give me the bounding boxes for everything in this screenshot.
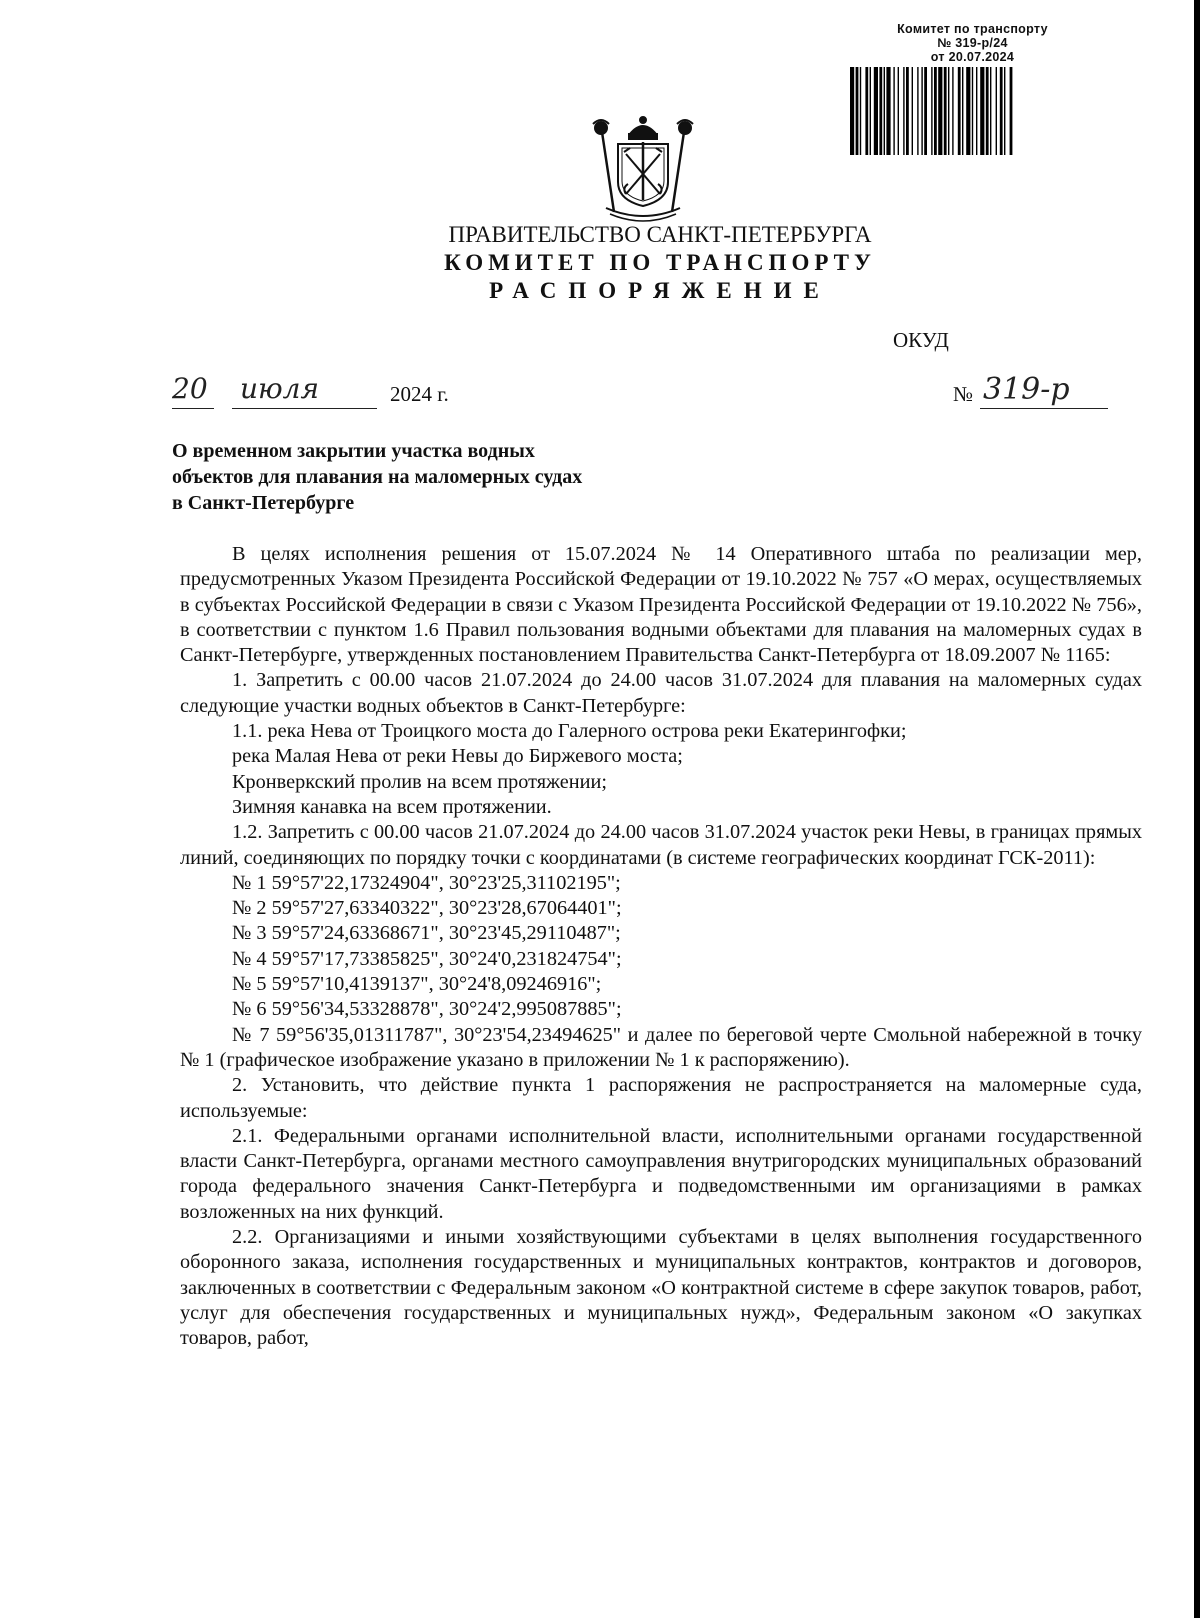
barcode-bar xyxy=(884,67,885,155)
body-paragraph: река Малая Нева от реки Невы до Биржевого моста; xyxy=(232,745,683,768)
coordinate-line: № 2 59°57'27,63340322", 30°23'28,67064401"; xyxy=(232,897,622,920)
barcode-bar xyxy=(850,67,854,155)
stamp-org: Комитет по транспорту xyxy=(897,22,1048,36)
title-line: О временном закрытии участка водных xyxy=(172,440,535,462)
body-paragraph: 1.2. Запретить с 00.00 часов 21.07.2024 до 24.00 часов 31.07.2024 участок реки Невы, в границах прямых линий, соединяющих по порядку точки с координатами (в системе географических координат ГСК-2011): xyxy=(180,821,1142,869)
title-line: объектов для плавания на маломерных судах xyxy=(172,466,583,488)
stamp-date: от 20.07.2024 xyxy=(930,50,1015,64)
number-sign: № xyxy=(953,382,974,406)
barcode-bar xyxy=(944,67,947,155)
barcode-bar xyxy=(986,67,989,155)
barcode-bar xyxy=(860,67,861,155)
scan-edge-bar xyxy=(1194,0,1200,1618)
body-paragraph: Зимняя канавка на всем протяжении. xyxy=(232,795,552,818)
body-paragraph: 2.2. Организациями и иными хозяйствующими субъектами в целях выполнения государственного оборонного заказа, исполнения государственных и муниципальных контрактов, контрактов и договоров, заключенных в соответствии с Федеральным законом «О контрактной системе в сфере закупок товаров, работ, услуг для обеспечения государственных и муниципальных нужд», Федеральным законом «О закупках товаров, работ, xyxy=(180,1226,1142,1350)
document-body xyxy=(180,542,1142,1352)
barcode-bar xyxy=(898,67,899,155)
barcode-bar xyxy=(931,67,932,155)
body-paragraph: В целях исполнения решения от 15.07.2024 № 14 Оперативного штаба по реализации мер, предусмотренных Указом Президента Российской Федерации от 19.10.2022 № 757 «О мерах, осуществляемых в субъектах Российской Федерации в связи с Указом Президента Российской Федерации от 19.10.2022 № 756», в соответствии с пунктом 1.6 Правил пользования водными объектами для плавания на маломерных судах в Санкт-Петербурге, утвержденных постановлением Правительства Санкт-Петербурга от 18.09.2007 № 1165: xyxy=(180,543,1142,667)
coordinate-line: № 4 59°57'17,73385825", 30°24'0,231824754"; xyxy=(232,947,622,970)
doc-type-heading: РАСПОРЯЖЕНИЕ xyxy=(489,278,831,303)
title-line: в Санкт-Петербурге xyxy=(172,492,355,514)
body-paragraph: 2. Установить, что действие пункта 1 распоряжения не распространяется на маломерные суда, используемые: xyxy=(180,1074,1142,1122)
date-day-handwritten: 20 xyxy=(172,372,208,405)
barcode-bar xyxy=(990,67,991,155)
barcode-bar xyxy=(948,67,949,155)
date-day-underline xyxy=(172,408,214,409)
barcode-bar xyxy=(958,67,961,155)
barcode-bar xyxy=(1004,67,1005,155)
barcode-bar xyxy=(934,67,937,155)
barcode-bar xyxy=(865,67,868,155)
barcode-bar xyxy=(1010,67,1013,155)
barcode-bar xyxy=(938,67,942,155)
barcode-bar xyxy=(980,67,984,155)
barcode-bar xyxy=(1000,67,1003,155)
coordinate-line: № 1 59°57'22,17324904", 30°23'25,31102195"; xyxy=(232,871,621,894)
coordinate-line: № 3 59°57'24,63368671", 30°23'45,29110487"; xyxy=(232,922,621,945)
barcode-bar xyxy=(903,67,904,155)
date-month-underline xyxy=(232,408,377,409)
barcode-bar xyxy=(976,67,977,155)
government-heading: ПРАВИТЕЛЬСТВО САНКТ-ПЕТЕРБУРГА xyxy=(448,222,872,247)
coordinate-line: № 6 59°56'34,53328878", 30°24'2,995087885"; xyxy=(232,998,622,1021)
body-paragraph: № 7 59°56'35,01311787", 30°23'54,23494625" и далее по береговой черте Смольной набережной в точку № 1 (графическое изображение указано в приложении № 1 к распоряжению). xyxy=(180,1023,1142,1071)
document-number xyxy=(953,372,1113,412)
date-month-handwritten: июля xyxy=(240,372,320,405)
barcode-bar xyxy=(906,67,909,155)
barcode-bar xyxy=(886,67,890,155)
barcode-bar xyxy=(917,67,918,155)
barcode-bar xyxy=(912,67,913,155)
barcode-bar xyxy=(952,67,953,155)
barcode-bar xyxy=(856,67,859,155)
coat-of-arms-icon xyxy=(588,112,698,222)
barcode-bar xyxy=(921,67,922,155)
number-handwritten: 319-р xyxy=(983,372,1070,407)
stamp-number: № 319-р/24 xyxy=(937,36,1008,50)
barcode-bar xyxy=(870,67,871,155)
date-year: 2024 г. xyxy=(390,382,449,406)
barcode-bar xyxy=(972,67,973,155)
coordinate-line: № 5 59°57'10,4139137", 30°24'8,09246916"; xyxy=(232,973,602,996)
number-underline xyxy=(980,408,1108,409)
barcode-bar xyxy=(879,67,882,155)
barcode-bar xyxy=(996,67,997,155)
body-paragraph: 1.1. река Нева от Троицкого моста до Галерного острова реки Екатерингофки; xyxy=(232,720,907,743)
barcode-icon xyxy=(850,67,1093,155)
body-paragraph: 2.1. Федеральными органами исполнительной власти, исполнительными органами государственной власти Санкт-Петербурга, органами местного самоуправления внутригородских муниципальных образований города федерального значения Санкт-Петербурга и подведомственными им организациями в рамках возложенных на них функций. xyxy=(180,1124,1142,1223)
document-title xyxy=(172,438,692,516)
body-paragraph: 1. Запретить с 00.00 часов 21.07.2024 до 24.00 часов 31.07.2024 для плавания на маломерных судах следующие участки водных объектов в Санкт-Петербурге: xyxy=(180,669,1142,717)
okud-label: ОКУД xyxy=(893,328,949,352)
committee-heading: КОМИТЕТ ПО ТРАНСПОРТУ xyxy=(444,250,876,275)
barcode-bar xyxy=(893,67,894,155)
barcode-bar xyxy=(962,67,963,155)
barcode-bar xyxy=(924,67,927,155)
body-paragraph: Кронверкский пролив на всем протяжении; xyxy=(232,770,608,793)
registration-stamp xyxy=(850,22,1095,160)
barcode-bar xyxy=(874,67,878,155)
barcode-bar xyxy=(966,67,970,155)
